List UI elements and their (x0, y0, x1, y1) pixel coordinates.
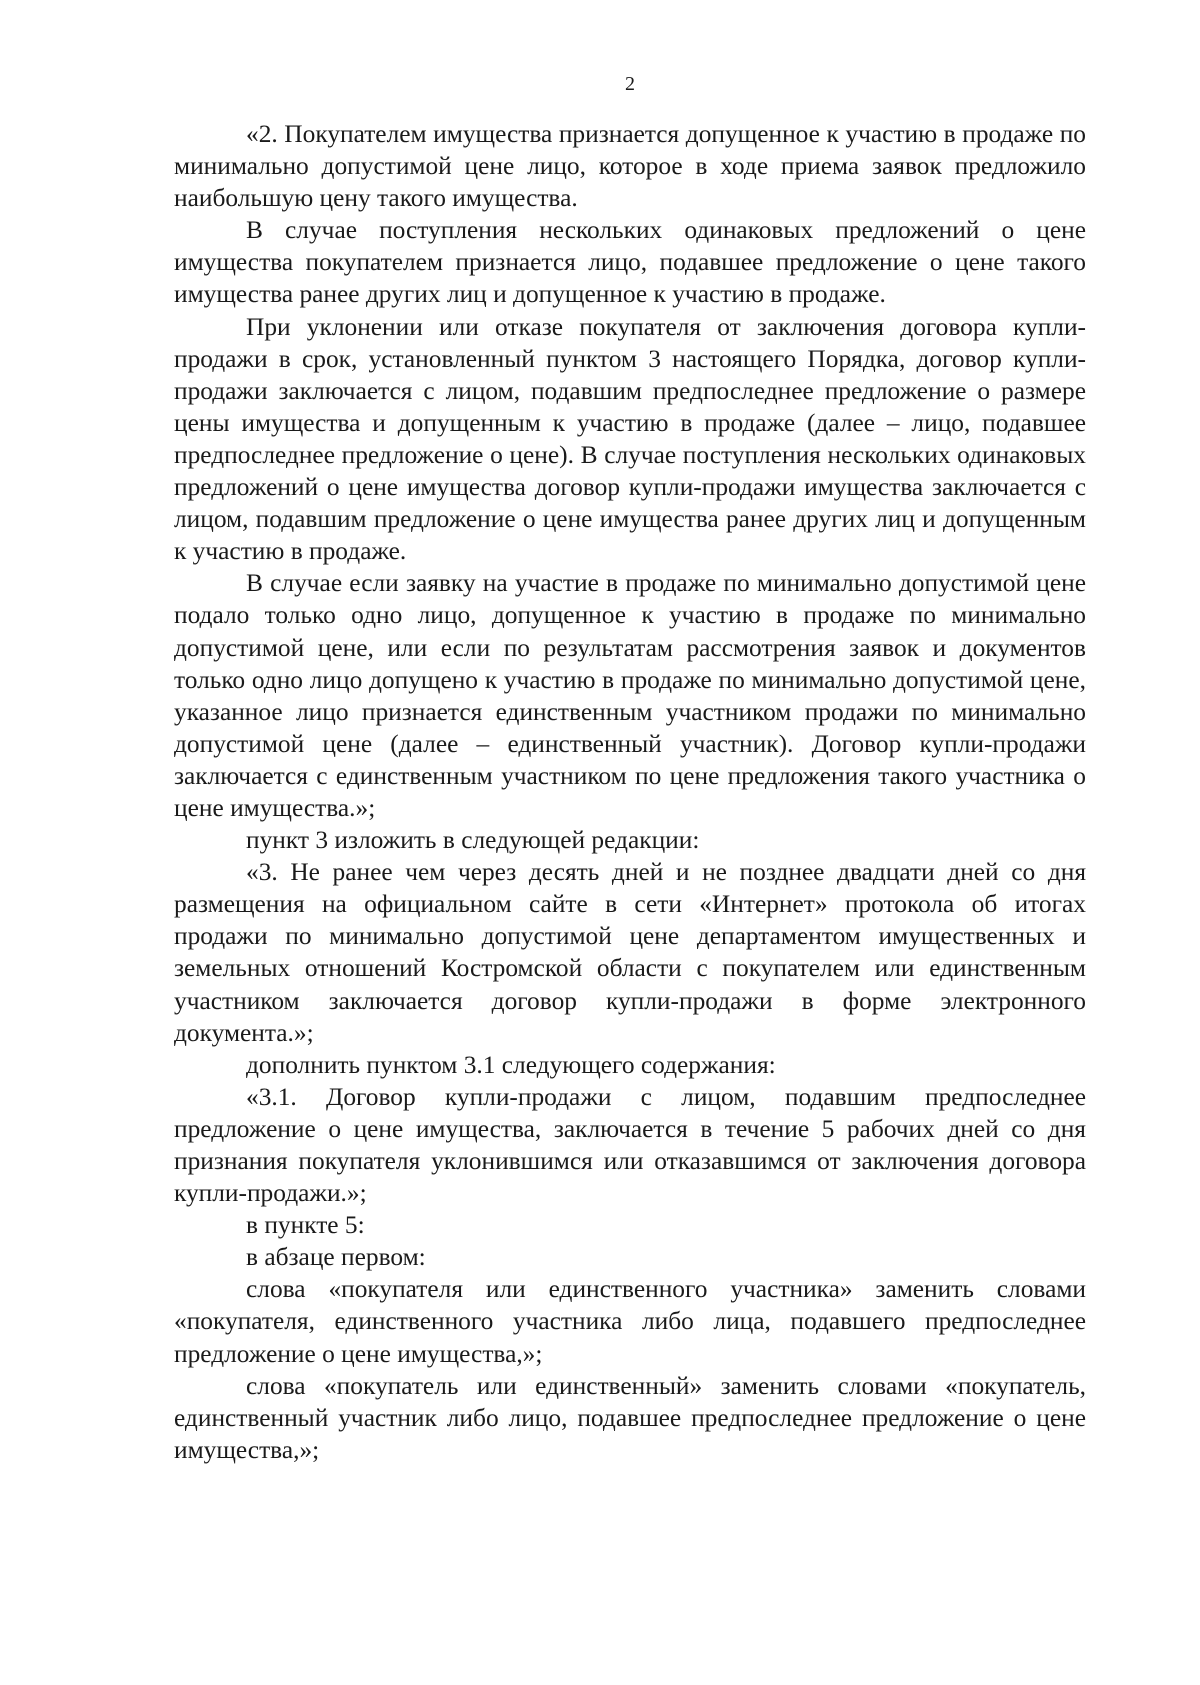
paragraph: слова «покупателя или единственного участника» заменить словами «покупателя, единственного участника либо лица, подавшего предпоследнее предложение о цене имущества,»; (174, 1275, 1086, 1368)
paragraph: дополнить пунктом 3.1 следующего содержания: (246, 1050, 776, 1079)
paragraph: слова «покупатель или единственный» заменить словами «покупатель, единственный участник либо лицо, подавшее предпоследнее предложение о цене имущества,»; (174, 1371, 1086, 1464)
paragraph: В случае поступления нескольких одинаковых предложений о цене имущества покупателем признается лицо, подавшее предложение о цене такого имущества ранее других лиц и допущенное к участию в продаже. (174, 216, 1086, 309)
paragraph: При уклонении или отказе покупателя от заключения договора купли-продажи в срок, установленный пунктом 3 настоящего Порядка, договор купли-продажи заключается с лицом, подавшим предпоследнее предложение о размере цены имущества и допущенным к участию в продаже (далее – лицо, подавшее предпоследнее предложение о цене). В случае поступления нескольких одинаковых предложений о цене имущества договор купли-продажи имущества заключается с лицом, подавшим предложение о цене имущества ранее других лиц и допущенным к участию в продаже. (174, 312, 1086, 566)
page-number: 2 (625, 73, 635, 95)
paragraph: «2. Покупателем имущества признается допущенное к участию в продаже по минимально допустимой цене лицо, которое в ходе приема заявок предложило наибольшую цену такого имущества. (174, 120, 1086, 213)
paragraph: в абзаце первом: (246, 1243, 426, 1272)
document-body (174, 118, 1086, 1466)
paragraph: в пункте 5: (246, 1211, 365, 1240)
paragraph: «3. Не ранее чем через десять дней и не позднее двадцати дней со дня размещения на официальном сайте в сети «Интернет» протокола об итогах продажи по минимально допустимой цене департаментом имущественных и земельных отношений Костромской области с покупателем или единственным участником заключается договор купли-продажи в форме электронного документа.»; (174, 858, 1086, 1047)
paragraph: пункт 3 изложить в следующей редакции: (246, 826, 700, 855)
paragraph: «3.1. Договор купли-продажи с лицом, подавшим предпоследнее предложение о цене имущества, заключается в течение 5 рабочих дней со дня признания покупателя уклонившимся или отказавшимся от заключения договора купли-продажи.»; (174, 1082, 1086, 1208)
paragraph: В случае если заявку на участие в продаже по минимально допустимой цене подало только одно лицо, допущенное к участию в продаже по минимально допустимой цене, или если по результатам рассмотрения заявок и документов только одно лицо допущено к участию в продаже по минимально допустимой цене, указанное лицо признается единственным участником продажи по минимально допустимой цене (далее – единственный участник). Договор купли-продажи заключается с единственным участником по цене предложения такого участника о цене имущества.»; (174, 569, 1086, 822)
